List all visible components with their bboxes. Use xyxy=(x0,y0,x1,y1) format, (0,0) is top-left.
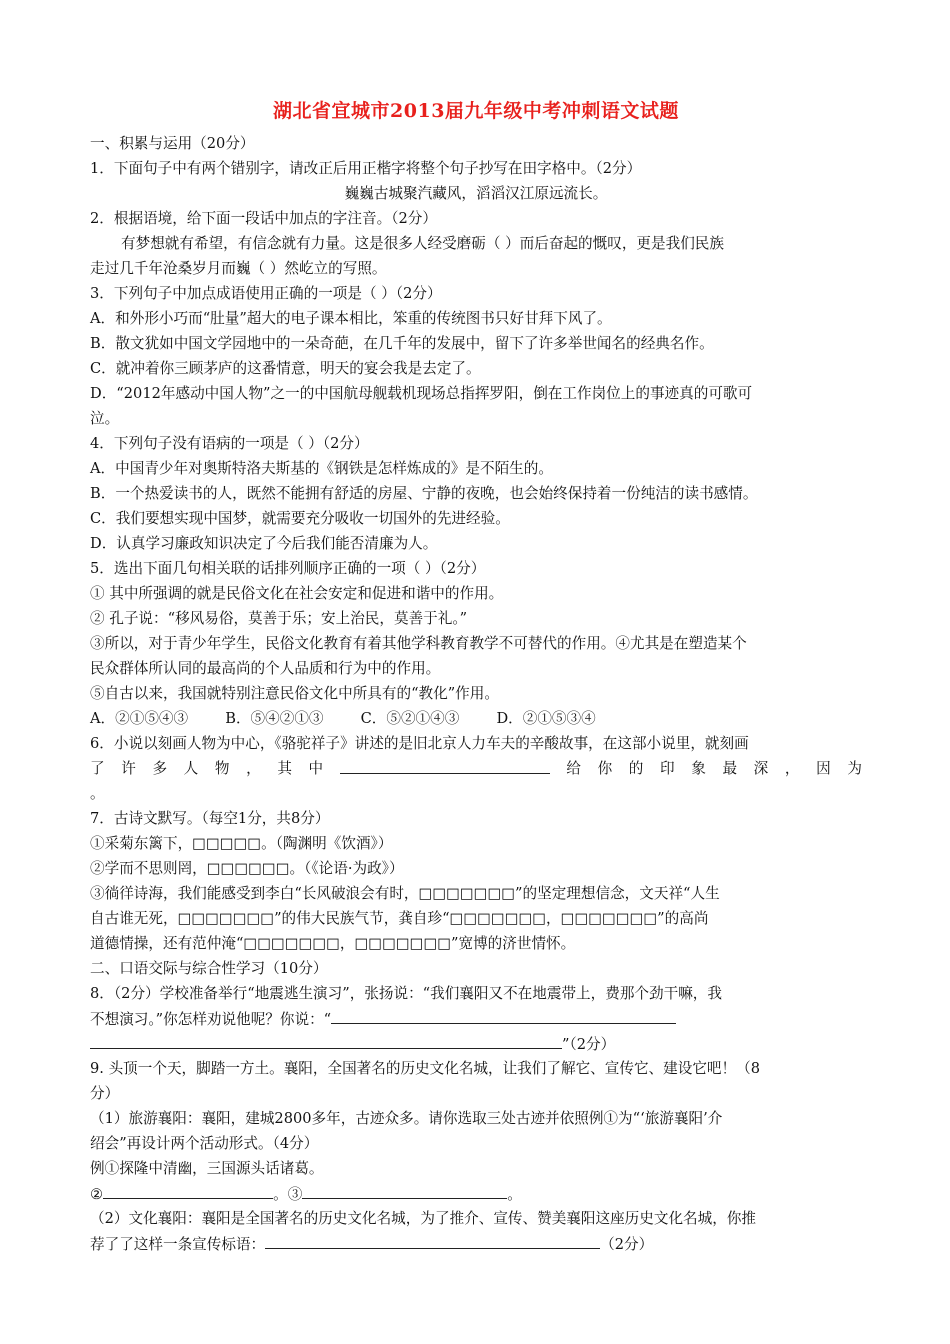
poem-line: 道德情操，还有范仲淹“□□□□□□□，□□□□□□□”宽博的济世情怀。 xyxy=(90,935,576,952)
question-sentence: 巍巍古城聚汽藏风，滔滔汉江原远流长。 xyxy=(344,185,608,202)
question-passage: 有梦想就有希望，有信念就有力量。这是很多人经受磨砺（ ）而后奋起的慨叹，更是我们民族 xyxy=(121,235,724,252)
option-line: C．我们要想实现中国梦，就需要充分吸收一切国外的先进经验。 xyxy=(90,510,510,527)
answer-blank[interactable] xyxy=(302,1181,507,1199)
sentence-line: ③所以，对于青少年学生，民俗文化教育有着其他学科教育教学不可替代的作用。④尤其是在塑造某个 xyxy=(90,635,747,652)
answer-blank[interactable] xyxy=(103,1181,273,1199)
sentence-line: ② 孔子说：“移风易俗，莫善于乐；安上治民，莫善于礼。” xyxy=(90,610,468,627)
q6-fill-line: 了 许 多 人 物 ， 其 中 给 你 的 印 象 最 深 ， 因 为 xyxy=(90,756,862,781)
answer-blank[interactable] xyxy=(265,1231,600,1249)
option-line: A．中国青少年对奥斯特洛夫斯基的《钢铁是怎样炼成的》是不陌生的。 xyxy=(90,460,553,477)
question-line: （1）旅游襄阳：襄阳，建城2800多年，古迹众多。请你选取三处古迹并依照例①为“‘旅游襄阳’介 xyxy=(90,1110,723,1127)
exam-page xyxy=(90,96,862,1256)
answer-blank[interactable] xyxy=(331,1006,676,1024)
option-line: 泣。 xyxy=(90,410,120,427)
option-line: D．认真学习廉政知识决定了今后我们能否清廉为人。 xyxy=(90,535,438,552)
option-line: D．“2012年感动中国人物”之一的中国航母舰载机现场总指挥罗阳，倒在工作岗位上的事迹真的可歌可 xyxy=(90,385,753,402)
question-line: （2）文化襄阳：襄阳是全国著名的历史文化名城，为了推介、宣传、赞美襄阳这座历史文化名城，你推 xyxy=(90,1210,757,1227)
q6-end: 。 xyxy=(90,785,105,802)
answer-blank[interactable] xyxy=(90,1031,562,1049)
option-line: A．②①⑤④③ B．⑤④②①③ C．⑤②①④③ D．②①⑤③④ xyxy=(90,710,596,727)
poem-line: ②学而不思则罔，□□□□□□。（《论语·为政》） xyxy=(90,860,404,877)
sentence-line: ① 其中所强调的就是民俗文化在社会安定和促进和谐中的作用。 xyxy=(90,585,504,602)
question-line: 8．（2分）学校准备举行“地震逃生演习”，张扬说：“我们襄阳又不在地震带上，费那个劲干嘛，我 xyxy=(90,985,722,1002)
page-title: 湖北省宜城市2013届九年级中考冲刺语文试题 xyxy=(273,100,679,122)
question-line: 3．下列句子中加点成语使用正确的一项是（ ）（2分） xyxy=(90,285,442,302)
question-passage: 走过几千年沧桑岁月而巍（ ）然屹立的写照。 xyxy=(90,260,387,277)
option-line: A．和外形小巧而“肚量”超大的电子课本相比，笨重的传统图书只好甘拜下风了。 xyxy=(90,310,612,327)
question-line: 1．下面句子中有两个错别字，请改正后用正楷字将整个句子抄写在田字格中。（2分） xyxy=(90,160,642,177)
question-line: 绍会”再设计两个活动形式。（4分） xyxy=(90,1135,319,1152)
answer-blank[interactable] xyxy=(340,756,550,774)
example-line: 例①探隆中清幽，三国源头话诸葛。 xyxy=(90,1160,324,1177)
sentence-line: 民众群体所认同的最高尚的个人品质和行为中的作用。 xyxy=(90,660,441,677)
option-line: B．散文犹如中国文学园地中的一朵奇葩，在几千年的发展中，留下了许多举世闻名的经典名作。 xyxy=(90,335,714,352)
option-line: C．就冲着你三顾茅庐的这番情意，明天的宴会我是去定了。 xyxy=(90,360,481,377)
question-line: 5．选出下面几句相关联的话排列顺序正确的一项（ ）（2分） xyxy=(90,560,486,577)
question-line: 6．小说以刻画人物为中心，《骆驼祥子》讲述的是旧北京人力车夫的辛酸故事，在这部小说里，就刻画 xyxy=(90,735,749,752)
q8-answer-line: 不想演习。”你怎样劝说他呢？你说：“ xyxy=(90,1006,862,1031)
q9-answer-line: ② 。③ 。 xyxy=(90,1181,862,1206)
sentence-line: ⑤自古以来，我国就特别注意民俗文化中所具有的“教化”作用。 xyxy=(90,685,499,702)
question-line: 分） xyxy=(90,1085,120,1102)
question-line: 4．下列句子没有语病的一项是（ ）（2分） xyxy=(90,435,369,452)
question-line: 2．根据语境，给下面一段话中加点的字注音。（2分） xyxy=(90,210,437,227)
q9-2-answer-line: 荐了了这样一条宣传标语： （2分） xyxy=(90,1231,862,1256)
poem-line: ③徜徉诗海，我们能感受到李白“长风破浪会有时，□□□□□□□”的坚定理想信念，文天祥“人生 xyxy=(90,885,720,902)
section-heading: 一、积累与运用（20分） xyxy=(90,135,255,152)
section-heading: 二、口语交际与综合性学习（10分） xyxy=(90,960,328,977)
option-line: B．一个热爱读书的人，既然不能拥有舒适的房屋、宁静的夜晚，也会始终保持着一份纯洁的读书感情。 xyxy=(90,485,758,502)
poem-line: 自古谁无死，□□□□□□□”的伟大民族气节，龚自珍“□□□□□□□，□□□□□□□”的高尚 xyxy=(90,910,709,927)
poem-line: ①采菊东篱下，□□□□□。（陶渊明《饮酒》） xyxy=(90,835,393,852)
question-line: 7．古诗文默写。（每空1分，共8分） xyxy=(90,810,330,827)
q8-answer-line-2: ”（2分） xyxy=(90,1031,862,1056)
question-line: 9. 头顶一个天，脚踏一方土。襄阳，全国著名的历史文化名城，让我们了解它、宣传它、建设它吧！（8 xyxy=(90,1060,760,1077)
